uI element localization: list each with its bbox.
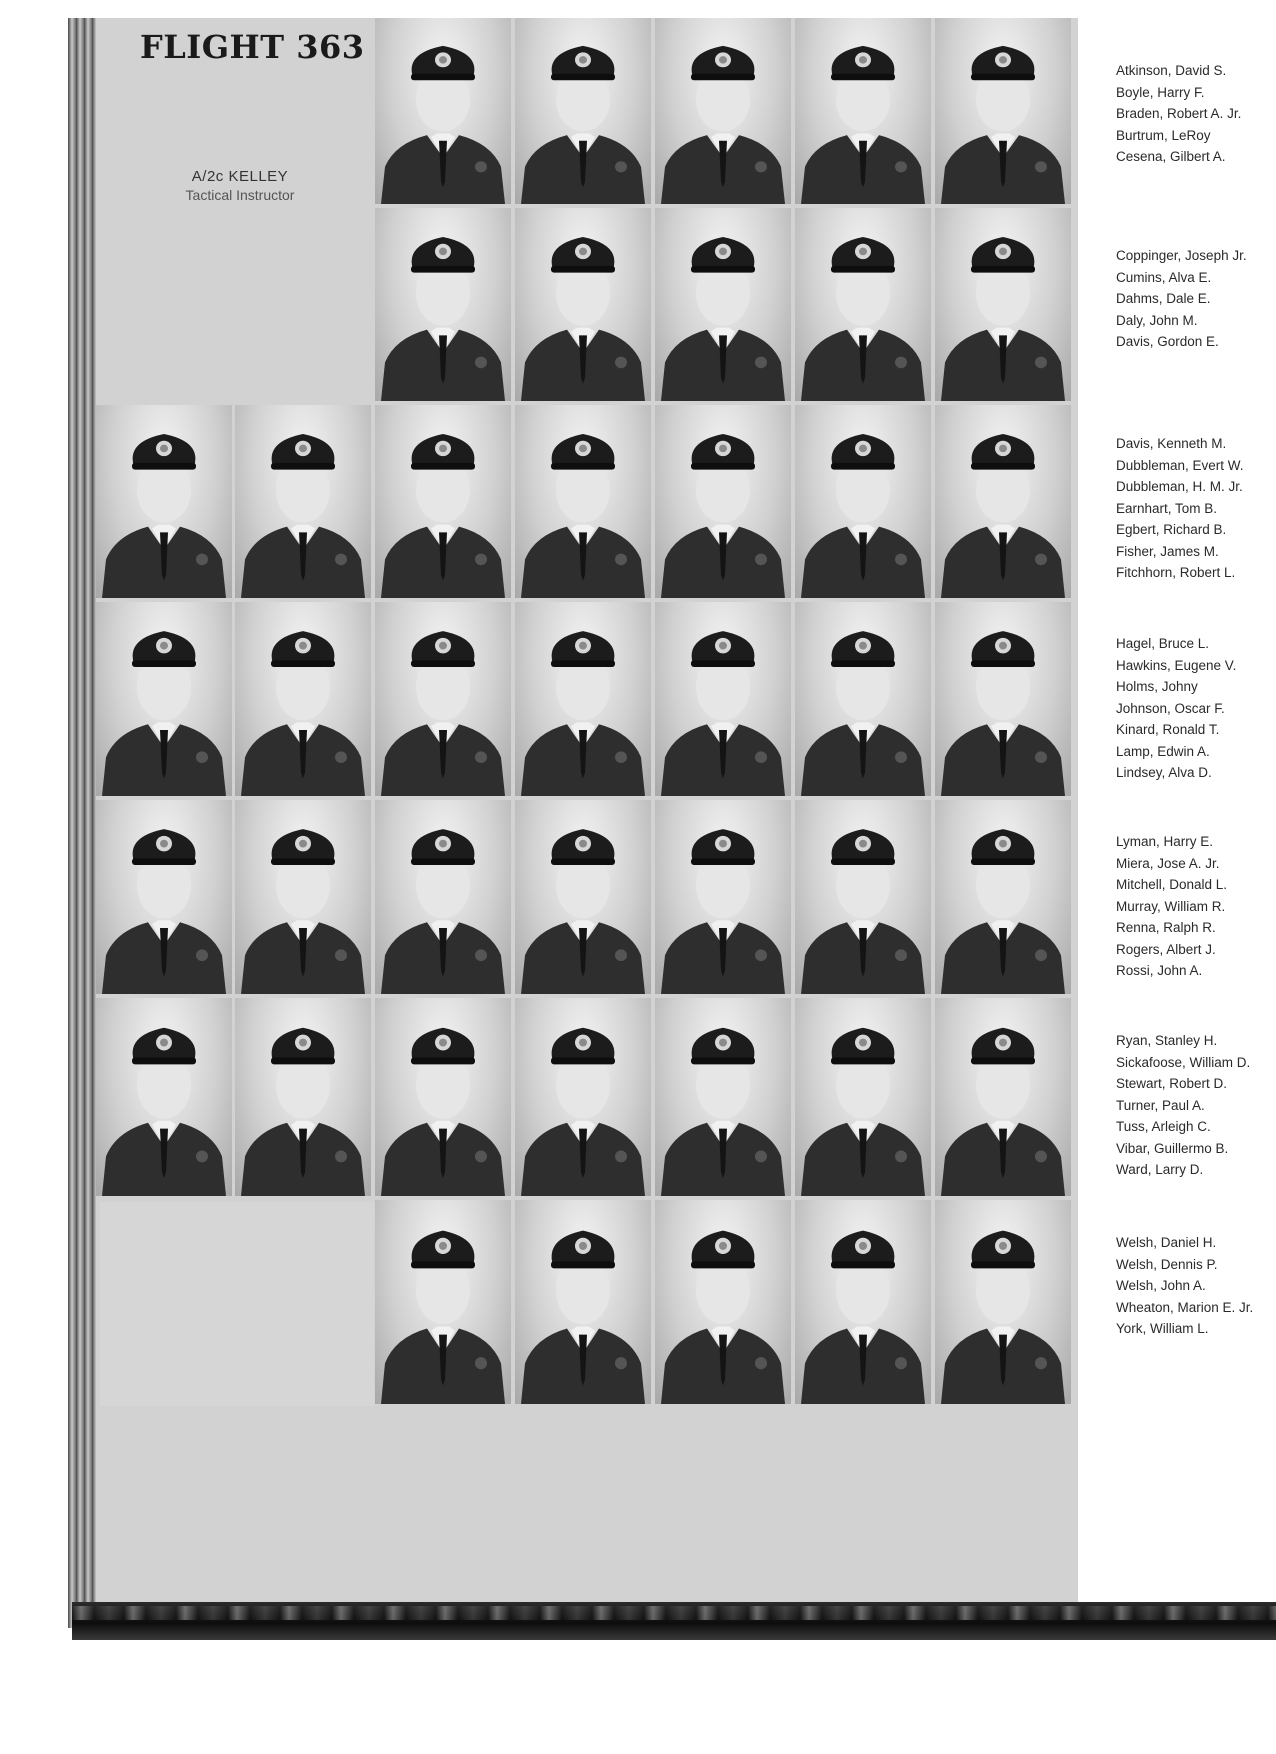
portrait-photo [935,800,1071,994]
name-entry: Egbert, Richard B. [1116,522,1227,537]
name-entry: Dubbleman, H. M. Jr. [1116,479,1243,494]
portrait-photo [96,998,232,1196]
name-entry: Rossi, John A. [1116,963,1203,978]
name-list [1116,831,1276,982]
portrait-photo [515,998,651,1196]
portrait-photo [515,405,651,598]
instructor-rank-name: A/2c KELLEY [191,168,289,185]
name-entry: Sickafoose, William D. [1116,1054,1251,1070]
name-entry: Murray, William R. [1116,898,1226,914]
name-entry: Ward, Larry D. [1116,1162,1204,1177]
name-entry: Johnson, Oscar F. [1116,700,1225,716]
name-list [1116,433,1276,584]
name-entry: Renna, Ralph R. [1116,920,1216,935]
name-entry: Boyle, Harry F. [1116,84,1205,100]
portrait-photo [235,405,371,598]
portrait-photo [935,18,1071,204]
name-entry: Vibar, Guillermo B. [1116,1140,1229,1156]
name-entry: Miera, Jose A. Jr. [1116,855,1220,871]
portrait-photo [96,405,232,598]
portrait-photo [515,1200,651,1404]
portrait-photo [935,208,1071,401]
portrait-photo [935,405,1071,598]
name-entry: Ryan, Stanley H. [1116,1033,1218,1048]
portrait-photo [235,998,371,1196]
name-entry: Welsh, John A. [1116,1278,1206,1293]
name-entry: York, William L. [1116,1321,1209,1336]
portrait-photo [655,998,791,1196]
name-entry: Stewart, Robert D. [1116,1076,1228,1091]
portrait-photo [655,208,791,401]
name-entry: Dahms, Dale E. [1116,291,1211,306]
name-entry: Fisher, James M. [1116,543,1219,559]
name-entry: Cesena, Gilbert A. [1116,149,1226,164]
portrait-photo [935,998,1071,1196]
name-entry: Tuss, Arleigh C. [1116,1119,1211,1134]
name-entry: Davis, Gordon E. [1116,334,1219,349]
portrait-photo [795,998,931,1196]
portrait-photo [655,800,791,994]
portrait-photo [935,602,1071,796]
name-list [1116,633,1276,784]
name-entry: Kinard, Ronald T. [1116,722,1220,737]
name-entry: Earnhart, Tom B. [1116,500,1218,516]
portrait-photo [375,18,511,204]
portrait-photo [515,602,651,796]
portrait-photo [655,405,791,598]
name-entry: Dubbleman, Evert W. [1116,457,1244,473]
portrait-photo [515,18,651,204]
name-entry: Coppinger, Joseph Jr. [1116,248,1247,263]
name-entry: Atkinson, David S. [1116,63,1227,78]
portrait-photo [795,405,931,598]
name-entry: Cumins, Alva E. [1116,269,1212,285]
portrait-photo [96,800,232,994]
name-list [1116,1232,1276,1340]
portrait-photo [795,800,931,994]
name-entry: Wheaton, Marion E. Jr. [1116,1299,1254,1315]
name-entry: Braden, Robert A. Jr. [1116,106,1242,121]
name-entry: Daly, John M. [1116,312,1198,328]
name-list [1116,1030,1276,1181]
portrait-photo [655,18,791,204]
portrait-photo [235,800,371,994]
instructor-caption [160,168,320,203]
name-list [1116,60,1276,168]
name-entry: Lyman, Harry E. [1116,834,1214,849]
name-entry: Lamp, Edwin A. [1116,743,1210,759]
page-title: FLIGHT 363 [140,28,365,66]
name-entry: Welsh, Dennis P. [1116,1256,1218,1272]
portrait-photo [375,998,511,1196]
portrait-photo [935,1200,1071,1404]
name-entry: Hawkins, Eugene V. [1116,657,1237,673]
name-entry: Davis, Kenneth M. [1116,436,1227,451]
portrait-photo [375,208,511,401]
portrait-photo [375,602,511,796]
portrait-photo [795,602,931,796]
name-entry: Turner, Paul A. [1116,1097,1205,1113]
name-entry: Fitchhorn, Robert L. [1116,565,1236,580]
portrait-photo [96,602,232,796]
portrait-photo [655,1200,791,1404]
name-entry: Rogers, Albert J. [1116,941,1216,957]
portrait-photo [375,800,511,994]
portrait-photo [795,18,931,204]
page-bottom-edge [72,1602,1276,1640]
name-entry: Hagel, Bruce L. [1116,636,1210,651]
instructor-role: Tactical Instructor [185,187,295,203]
name-entry: Lindsey, Alva D. [1116,765,1212,780]
portrait-photo [795,1200,931,1404]
empty-photo-slot [100,1202,374,1406]
portrait-photo [795,208,931,401]
portrait-photo [515,800,651,994]
portrait-photo [515,208,651,401]
portrait-photo [375,405,511,598]
name-entry: Burtrum, LeRoy [1116,127,1211,143]
name-entry: Holms, Johny [1116,679,1198,694]
name-entry: Mitchell, Donald L. [1116,877,1228,892]
portrait-photo [235,602,371,796]
page-binding-edge [68,18,96,1628]
portrait-photo [655,602,791,796]
portrait-photo [375,1200,511,1404]
name-entry: Welsh, Daniel H. [1116,1235,1217,1250]
name-list [1116,245,1276,353]
